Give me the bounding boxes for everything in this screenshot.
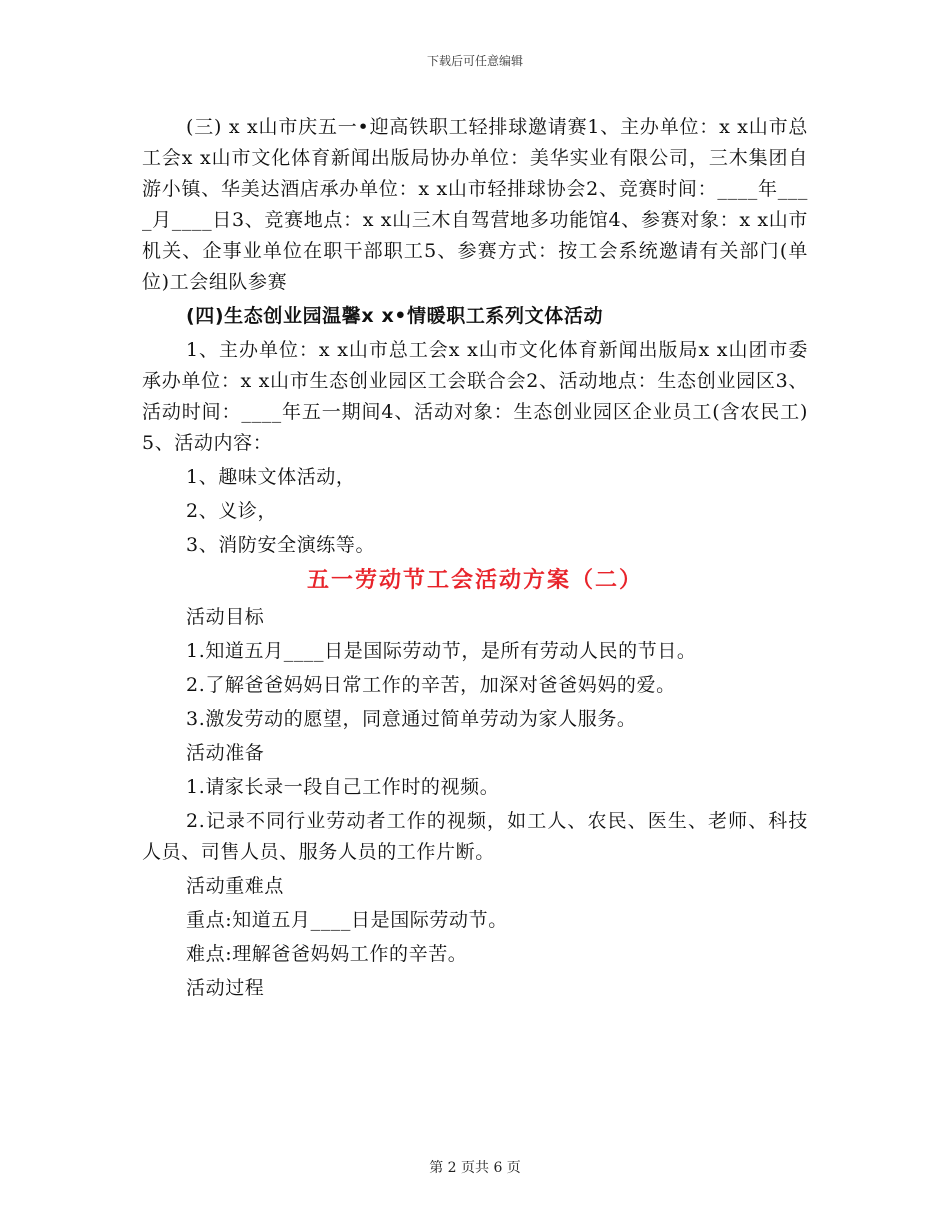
difficult-point: 难点:理解爸爸妈妈工作的辛苦。 (186, 943, 468, 965)
prep-label: 活动准备 (186, 742, 265, 764)
plan-2-title: 五一劳动节工会活动方案（二） (306, 568, 643, 593)
section-4-paragraph: 1、主办单位：x x山市总工会x x山市文化体育新闻出版局x x山团市委承办单位：x x山市生态创业园区工会联合会2、活动地点：生态创业园区3、活动时间：____年五一期间4、活动对象：生态创业园区企业员工(含农民工)5、活动内容： (142, 339, 808, 454)
section-4-heading: (四)生态创业园温馨x x•情暖职工系列文体活动 (186, 305, 604, 327)
prep-item-2: 2.记录不同行业劳动者工作的视频，如工人、农民、医生、老师、科技人员、司售人员、服务人员的工作片断。 (142, 810, 808, 863)
section-4-item-1: 1、趣味文体活动， (186, 466, 356, 488)
goal-item-2: 2.了解爸爸妈妈日常工作的辛苦，加深对爸爸妈妈的爱。 (186, 674, 676, 696)
goal-item-1: 1.知道五月____日是国际劳动节，是所有劳动人民的节日。 (186, 640, 697, 662)
section-3-paragraph: (三) x x山市庆五一•迎高铁职工轻排球邀请赛1、主办单位：x x山市总工会x x山市文化体育新闻出版局协办单位：美华实业有限公司，三木集团自游小镇、华美达酒店承办单位：x x山市轻排球协会2、竞赛时间：____年____月____日3、竞赛地点：x x山三木自驾营地多功能馆4、参赛对象：x x山市机关、企事业单位在职干部职工5、参赛方式：按工会系统邀请有关部门(单位)工会组队参赛 (142, 116, 808, 293)
goal-item-3: 3.激发劳动的愿望，同意通过简单劳动为家人服务。 (186, 708, 637, 730)
document-body (142, 112, 808, 1007)
key-label: 活动重难点 (186, 875, 285, 897)
process-label: 活动过程 (186, 977, 265, 999)
key-point: 重点:知道五月____日是国际劳动节。 (186, 909, 508, 931)
section-4-item-2: 2、义诊， (186, 500, 278, 522)
section-4-item-3: 3、消防安全演练等。 (186, 534, 376, 556)
goal-label: 活动目标 (186, 606, 265, 628)
page-footer: 第 2 页共 6 页 (429, 1160, 521, 1176)
page-header: 下载后可任意编辑 (426, 54, 523, 68)
prep-item-1: 1.请家长录一段自己工作时的视频。 (186, 776, 500, 798)
